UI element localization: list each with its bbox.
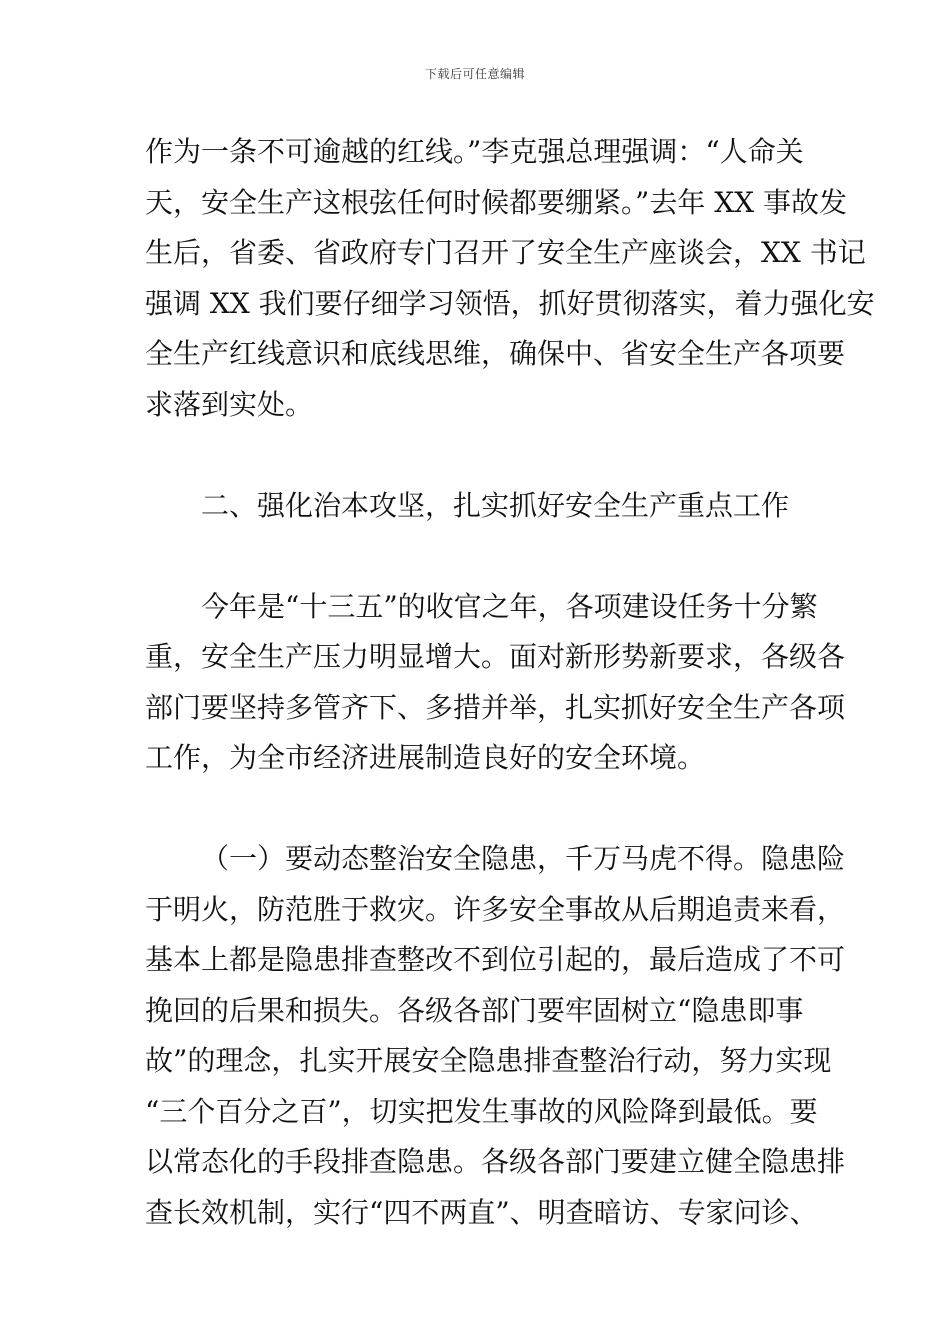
text-line: 求落到实处。 <box>145 387 314 421</box>
text-line: 重，安全生产压力明显增大。面对新形势新要求，各级各 <box>145 640 846 673</box>
text-line: 天，安全生产这根弦任何时候都要绷紧。”去年 XX 事故发 <box>145 185 847 219</box>
paragraph-gap <box>145 784 807 835</box>
text-line: 二、强化治本攻坚，扎实抓好安全生产重点工作 <box>201 488 790 522</box>
text-line: 今年是“十三五”的收官之年，各项建设任务十分繁 <box>201 589 818 623</box>
section-heading <box>145 481 807 532</box>
page-header: 下载后可任意编辑 <box>424 67 525 81</box>
text-line: 故”的理念，扎实开展安全隐患排查整治行动，努力实现 <box>145 1044 832 1077</box>
text-line: 部门要坚持多管齐下、多措并举，扎实抓好安全生产各项 <box>145 690 846 724</box>
text-line: 工作，为全市经济进展制造良好的安全环境。 <box>145 741 706 774</box>
text-line: 于明火，防范胜于救灾。许多安全事故从后期追责来看， <box>145 892 846 926</box>
text-line: 查长效机制，实行“四不两直”、明查暗访、专家问诊、 <box>145 1195 818 1229</box>
text-line: 以常态化的手段排查隐患。各级各部门要建立健全隐患排 <box>145 1145 846 1178</box>
text-line: （一）要动态整治安全隐患，千万马虎不得。隐患险 <box>201 842 846 875</box>
document-body <box>145 127 875 1238</box>
text-line: 全生产红线意识和底线思维，确保中、省安全生产各项要 <box>145 337 846 370</box>
text-line: “三个百分之百”，切实把发生事故的风险降到最低。要 <box>145 1094 818 1128</box>
paragraph-gap <box>145 430 807 481</box>
paragraph-this-year <box>145 582 846 784</box>
text-line: 作为一条不可逾越的红线。”李克强总理强调：“人命关 <box>145 135 804 168</box>
paragraph-hazards <box>145 834 846 1238</box>
paragraph-gap <box>145 531 807 582</box>
text-line: 强调 XX 我们要仔细学习领悟，抓好贯彻落实，着力强化安 <box>145 286 875 320</box>
paragraph-red-line <box>145 127 875 430</box>
text-line: 挽回的后果和损失。各级各部门要牢固树立“隐患即事 <box>145 993 804 1027</box>
text-line: 基本上都是隐患排查整改不到位引起的，最后造成了不可 <box>145 943 846 976</box>
text-line: 生后，省委、省政府专门召开了安全生产座谈会，XX 书记 <box>145 236 866 269</box>
